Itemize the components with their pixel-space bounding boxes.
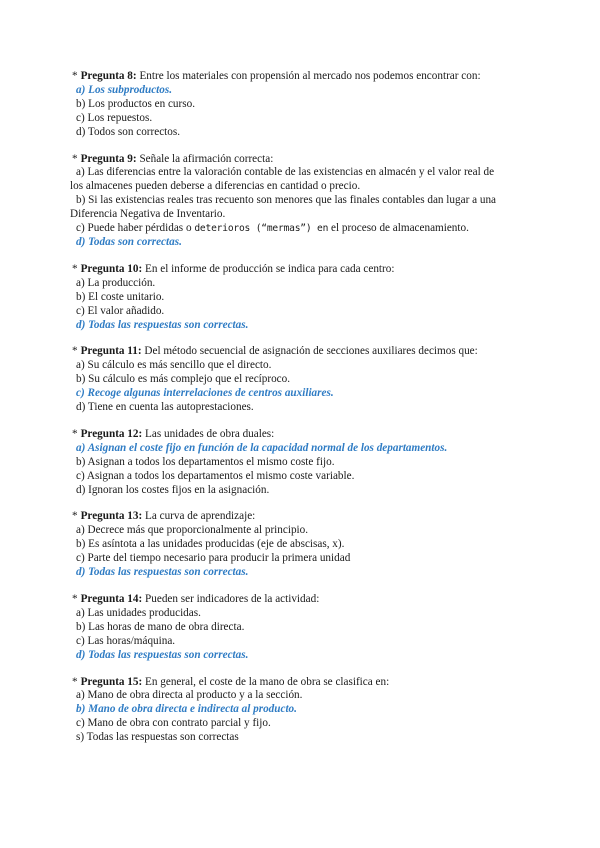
option: a) Las diferencias entre la valoración contable de las existencias en almacén y el valor real de bbox=[76, 166, 495, 179]
option: c) Los repuestos. bbox=[76, 111, 153, 124]
question-8 bbox=[72, 70, 540, 140]
option-correct: a) Asignan el coste fijo en función de la capacidad normal de los departamentos. bbox=[76, 441, 448, 454]
question-11 bbox=[72, 345, 540, 415]
question-label: Pregunta 15: bbox=[80, 675, 143, 688]
question-heading: * Pregunta 15: En general, el coste de la mano de obra se clasifica en: bbox=[72, 675, 390, 688]
question-text: Señale la afirmación correcta: bbox=[139, 152, 274, 165]
question-label: Pregunta 14: bbox=[80, 593, 143, 605]
question-text: Entre los materiales con propensión al mercado nos podemos encontrar con: bbox=[139, 70, 481, 82]
question-heading: * Pregunta 14: Pueden ser indicadores de la actividad: bbox=[72, 593, 320, 605]
option: c) Puede haber pérdidas o deterioros (“mermas”) en el proceso de almacenamiento. bbox=[76, 222, 469, 235]
option: c) Parte del tiempo necesario para producir la primera unidad bbox=[76, 552, 351, 565]
option: c) Asignan a todos los departamentos el mismo coste variable. bbox=[76, 469, 355, 482]
option: b) Su cálculo es más complejo que el recíproco. bbox=[76, 373, 291, 386]
option-correct: d) Todas las respuestas son correctas. bbox=[76, 318, 249, 331]
option: d) Ignoran los costes fijos en la asignación. bbox=[76, 483, 270, 496]
question-heading: * Pregunta 13: La curva de aprendizaje: bbox=[72, 510, 256, 523]
question-heading: * Pregunta 9: Señale la afirmación correcta: bbox=[72, 152, 274, 165]
question-text: La curva de aprendizaje: bbox=[145, 510, 256, 523]
option: b) Es asíntota a las unidades producidas (eje de abscisas, x). bbox=[76, 538, 345, 551]
option-correct: d) Todas las respuestas son correctas. bbox=[76, 648, 249, 661]
question-heading: * Pregunta 11: Del método secuencial de asignación de secciones auxiliares decimos que: bbox=[72, 345, 478, 358]
option: a) Las unidades producidas. bbox=[76, 606, 201, 619]
question-label: Pregunta 10: bbox=[80, 262, 143, 275]
option: b) El coste unitario. bbox=[76, 290, 165, 303]
question-heading: * Pregunta 8: Entre los materiales con propensión al mercado nos podemos encontrar con: bbox=[72, 70, 481, 82]
option: c) El valor añadido. bbox=[76, 304, 165, 317]
option: d) Tiene en cuenta las autoprestaciones. bbox=[76, 401, 254, 414]
option: b) Los productos en curso. bbox=[76, 97, 195, 110]
option-continuation: Diferencia Negativa de Inventario. bbox=[70, 208, 226, 221]
option-correct: a) Los subproductos. bbox=[76, 83, 173, 96]
option: b) Asignan a todos los departamentos el mismo coste fijo. bbox=[76, 455, 335, 468]
option: c) Las horas/máquina. bbox=[76, 634, 176, 647]
question-label: Pregunta 9: bbox=[80, 152, 137, 165]
question-14 bbox=[72, 593, 540, 663]
option: a) Decrece más que proporcionalmente al principio. bbox=[76, 524, 309, 537]
option-correct: c) Recoge algunas interrelaciones de centros auxiliares. bbox=[76, 387, 334, 400]
option: a) Mano de obra directa al producto y a la sección. bbox=[76, 689, 303, 702]
option-continuation: los almacenes pueden deberse a diferencias en cantidad o precio. bbox=[70, 180, 361, 193]
option-correct: d) Todas son correctas. bbox=[76, 235, 182, 248]
question-12 bbox=[72, 428, 540, 498]
option: a) Su cálculo es más sencillo que el directo. bbox=[76, 359, 272, 372]
option: b) Si las existencias reales tras recuento son menores que las finales contables dan lugar a una bbox=[76, 194, 497, 207]
question-heading: * Pregunta 12: Las unidades de obra duales: bbox=[72, 427, 275, 440]
option: s) Todas las respuestas son correctas bbox=[76, 731, 239, 744]
option: a) La producción. bbox=[76, 276, 156, 289]
question-15 bbox=[72, 676, 540, 746]
option-correct: d) Todas las respuestas son correctas. bbox=[76, 566, 249, 579]
question-10 bbox=[72, 263, 540, 333]
option: b) Las horas de mano de obra directa. bbox=[76, 620, 245, 633]
option: c) Mano de obra con contrato parcial y fijo. bbox=[76, 717, 271, 730]
option-correct: b) Mano de obra directa e indirecta al producto. bbox=[76, 703, 297, 716]
question-9 bbox=[72, 153, 540, 250]
question-text: Pueden ser indicadores de la actividad: bbox=[145, 593, 320, 605]
question-text: En el informe de producción se indica para cada centro: bbox=[145, 262, 395, 275]
question-text: Las unidades de obra duales: bbox=[145, 427, 275, 440]
question-label: Pregunta 13: bbox=[80, 510, 143, 523]
question-label: Pregunta 8: bbox=[80, 70, 137, 82]
question-text: En general, el coste de la mano de obra se clasifica en: bbox=[145, 675, 390, 688]
option: d) Todos son correctos. bbox=[76, 125, 181, 138]
question-heading: * Pregunta 10: En el informe de producción se indica para cada centro: bbox=[72, 262, 395, 275]
question-label: Pregunta 11: bbox=[80, 345, 142, 358]
question-label: Pregunta 12: bbox=[80, 427, 143, 440]
question-text: Del método secuencial de asignación de secciones auxiliares decimos que: bbox=[144, 345, 478, 358]
question-13 bbox=[72, 510, 540, 580]
